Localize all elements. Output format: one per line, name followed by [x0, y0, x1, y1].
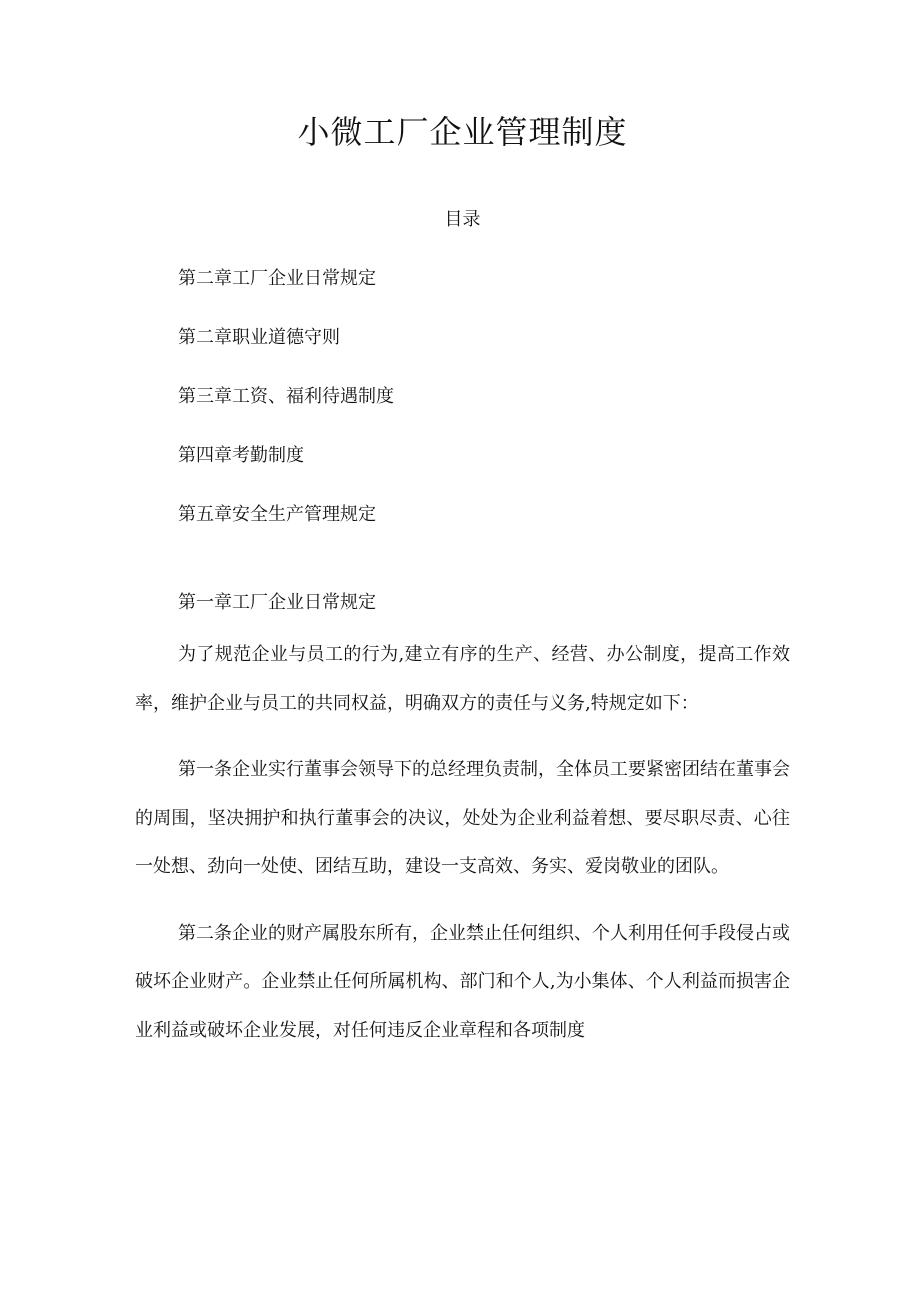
toc-item: 第四章考勤制度	[178, 445, 304, 466]
document-title: 小微工厂企业管理制度	[297, 113, 628, 151]
chapter-heading: 第一章工厂企业日常规定	[178, 592, 376, 613]
body-paragraph: 第二条企业的财产属股东所有，企业禁止任何组织、个人利用任何手段侵占或破坏企业财产。企业禁止任何所属机构、部门和个人,为小集体、个人利益而损害企业利益或破坏企业发展，对任何违反企业章程和各项制度	[135, 922, 790, 1041]
toc-item: 第五章安全生产管理规定	[178, 504, 376, 525]
body-paragraph: 为了规范企业与员工的行为,建立有序的生产、经营、办公制度，提高工作效率，维护企业与员工的共同权益，明确双方的责任与义务,特规定如下：	[135, 644, 790, 714]
toc-item: 第二章工厂企业日常规定	[178, 268, 376, 289]
body-paragraph: 第一条企业实行董事会领导下的总经理负责制，全体员工要紧密团结在董事会的周围，坚决拥护和执行董事会的决议，处处为企业利益着想、要尽职尽责、心往一处想、劲向一处使、团结互助，建设一支高效、务实、爱岗敬业的团队。	[135, 759, 790, 877]
toc-heading: 目录	[444, 209, 481, 230]
toc-item: 第二章职业道德守则	[178, 327, 340, 348]
toc-item: 第三章工资、福利待遇制度	[178, 386, 394, 407]
toc-list	[135, 265, 790, 529]
